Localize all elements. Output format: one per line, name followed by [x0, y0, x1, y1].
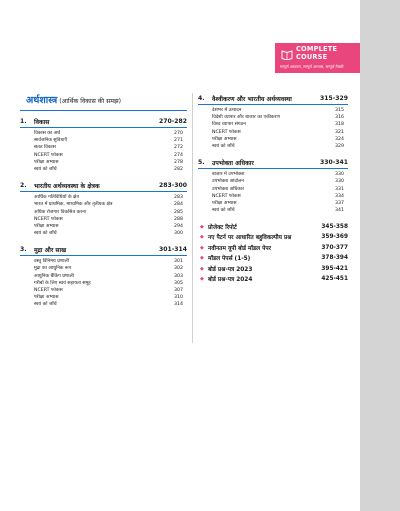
chapter-number: 1. — [20, 117, 27, 125]
topic-title: स्वयं को जाँचें — [34, 231, 57, 237]
extra-title: बोर्ड प्रश्न-पत्र 2024 — [208, 277, 253, 283]
topic-row[interactable] — [198, 121, 348, 128]
chapter-pages: 301-314 — [159, 245, 187, 253]
topic-title: विश्व व्यापार संगठन — [212, 122, 246, 128]
topic-title: विकास का अर्थ — [34, 131, 61, 136]
contents-left-column — [20, 93, 187, 316]
topic-row[interactable] — [20, 301, 187, 308]
topic-row[interactable] — [20, 287, 187, 294]
extra-title: प्रोजेक्ट रिपोर्ट — [208, 224, 237, 231]
topic-row[interactable] — [20, 209, 187, 216]
topic-row[interactable] — [198, 129, 348, 136]
chapter-rule — [20, 127, 187, 128]
extra-title: बोर्ड प्रश्न-पत्र 2023 — [208, 266, 253, 273]
diamond-bullet-icon: ◆ — [200, 223, 204, 230]
topic-page: 271 — [174, 138, 183, 144]
topic-title: आधुनिक बैंकिंग प्रणाली — [34, 273, 74, 279]
topic-page: 274 — [174, 152, 183, 158]
page-edge-strip — [360, 0, 400, 511]
book-icon — [281, 49, 293, 60]
topic-title: परीक्षा अभ्यास — [212, 136, 237, 142]
chapter-pages: 315-329 — [320, 94, 348, 102]
topic-title: सतत विकास — [34, 145, 56, 151]
chapter-entry — [20, 180, 187, 237]
subject-title: अर्थशास्त्र — [26, 95, 58, 106]
extra-title: नवीनतम यूपी बोर्ड मॉडल पेपर — [208, 245, 272, 252]
extra-title: नए पैटर्न पर आधारित बहुविकल्पीय प्रश्न — [208, 235, 292, 241]
topic-page: 278 — [174, 159, 183, 165]
topic-page: 334 — [335, 193, 344, 199]
diamond-bullet-icon: ◆ — [200, 244, 204, 251]
topic-title: अधिक रोजगार विकसित करना — [34, 209, 86, 215]
topic-row[interactable] — [198, 178, 348, 185]
topic-page: 294 — [174, 223, 183, 229]
extra-entry[interactable] — [198, 232, 348, 243]
topic-page: 330 — [335, 172, 344, 178]
topic-title: स्वयं को जाँचें — [34, 302, 57, 308]
extra-entry[interactable] — [198, 253, 348, 264]
topic-title: देशभर में उत्पादन — [212, 108, 242, 113]
brand-line-2: COURSE — [296, 53, 328, 61]
extras-list — [198, 221, 348, 284]
topic-page: 310 — [174, 295, 183, 301]
chapter-heading[interactable] — [198, 157, 348, 167]
topic-page: 305 — [174, 280, 183, 286]
chapter-entry — [20, 116, 187, 173]
extra-pages: 395-421 — [321, 265, 348, 272]
topic-page: 285 — [174, 209, 183, 215]
topic-title: स्वयं को जाँचें — [212, 208, 235, 214]
topic-row[interactable] — [20, 137, 187, 144]
chapter-heading[interactable] — [198, 93, 348, 103]
topic-title: स्वयं को जाँचें — [34, 166, 57, 172]
topic-title: NCERT फोकस — [212, 193, 241, 199]
topic-title: NCERT फोकस — [34, 288, 63, 293]
extra-title: मॉडल पेपर्स (1-5) — [208, 256, 251, 262]
topic-page: 324 — [335, 136, 344, 142]
topic-title: परीक्षा अभ्यास — [34, 223, 59, 229]
topic-title: स्वयं को जाँचें — [212, 143, 235, 149]
topic-row[interactable] — [20, 280, 187, 287]
chapter-pages: 330-341 — [320, 158, 348, 166]
extra-entry[interactable] — [198, 274, 348, 285]
topic-page: 330 — [335, 179, 344, 185]
topic-page: 301 — [174, 259, 183, 265]
topic-row[interactable] — [198, 114, 348, 121]
chapter-title: विकास — [34, 118, 50, 126]
topic-row[interactable] — [20, 194, 187, 201]
extra-pages: 359-369 — [321, 234, 348, 240]
topic-title: NCERT फोकस — [34, 216, 63, 222]
topic-title: NCERT फोकस — [34, 152, 63, 158]
topic-page: 270 — [174, 131, 183, 136]
topic-row[interactable] — [198, 207, 348, 214]
topic-title: आर्थिक गतिविधियों के क्षेत्र — [34, 195, 79, 201]
extra-pages: 378-394 — [321, 255, 348, 261]
topic-page: 329 — [335, 143, 344, 149]
diamond-bullet-icon: ◆ — [200, 265, 204, 272]
chapter-rule — [20, 255, 187, 256]
chapter-title: उपभोक्ता अधिकार — [212, 159, 254, 167]
topic-title: मुद्रा का आधुनिक रूप — [34, 266, 72, 272]
chapter-number: 3. — [20, 245, 27, 253]
diamond-bullet-icon: ◆ — [200, 234, 204, 240]
topic-title: उपभोक्ता आंदोलन — [212, 179, 244, 185]
extra-pages: 345-358 — [321, 223, 348, 230]
topic-page: 302 — [174, 266, 183, 272]
topic-page: 315 — [335, 108, 344, 113]
topic-page: 337 — [335, 200, 344, 206]
extra-entry[interactable] — [198, 242, 348, 253]
topic-title: बाजार में उपभोक्ता — [212, 172, 245, 178]
topic-page: 314 — [174, 302, 183, 308]
extra-pages: 425-451 — [321, 276, 348, 282]
topic-row[interactable] — [198, 136, 348, 143]
topic-row[interactable] — [20, 130, 187, 137]
topic-row[interactable] — [20, 223, 187, 230]
topic-page: 318 — [335, 122, 344, 128]
chapter-rule — [20, 191, 187, 192]
extra-entry[interactable] — [198, 263, 348, 274]
subject-heading — [26, 93, 187, 106]
topic-row[interactable] — [20, 216, 187, 223]
topic-row[interactable] — [20, 258, 187, 265]
left-chapter-list — [20, 116, 187, 309]
heading-rule — [20, 110, 187, 111]
topic-row[interactable] — [198, 171, 348, 178]
topic-title: परीक्षा अभ्यास — [212, 200, 237, 206]
complete-course-logo — [275, 43, 360, 73]
topic-title: भारत में प्राथमिक, माध्यमिक और तृतीयक क्षेत्र — [34, 202, 113, 208]
topic-page: 283 — [174, 195, 183, 201]
topic-page: 316 — [335, 115, 344, 121]
topic-page: 284 — [174, 202, 183, 208]
chapter-entry — [198, 157, 348, 214]
chapter-title: भारतीय अर्थव्यवस्था के क्षेत्रक — [34, 182, 100, 190]
extra-entry[interactable] — [198, 221, 348, 232]
chapter-pages: 270-282 — [159, 117, 187, 125]
chapter-number: 5. — [198, 158, 205, 166]
topic-row[interactable] — [198, 193, 348, 200]
chapter-number: 4. — [198, 94, 205, 102]
chapter-number: 2. — [20, 181, 27, 189]
topic-title: वस्तु विनिमय प्रणाली — [34, 259, 69, 265]
chapter-heading[interactable] — [20, 180, 187, 190]
chapter-pages: 283-300 — [159, 181, 187, 189]
topic-page: 331 — [335, 186, 344, 192]
topic-row[interactable] — [198, 200, 348, 207]
topic-row[interactable] — [20, 230, 187, 237]
chapter-entry — [198, 93, 348, 150]
topic-row[interactable] — [20, 265, 187, 272]
topic-row[interactable] — [20, 294, 187, 301]
topic-page: 272 — [174, 145, 183, 151]
topic-title: उपभोक्ता अधिकार — [212, 186, 245, 192]
column-divider — [192, 93, 193, 343]
topic-row[interactable] — [20, 159, 187, 166]
chapter-heading[interactable] — [20, 244, 187, 254]
topic-title: परीक्षा अभ्यास — [34, 159, 59, 165]
topic-row[interactable] — [198, 186, 348, 193]
diamond-bullet-icon: ◆ — [200, 276, 204, 282]
chapter-entry — [20, 244, 187, 308]
topic-title: सार्वजनिक सुविधाएँ — [34, 138, 68, 144]
topic-page: 303 — [174, 273, 183, 279]
diamond-bullet-icon: ◆ — [200, 255, 204, 261]
topic-page: 288 — [174, 216, 183, 222]
extra-pages: 370-377 — [321, 244, 348, 251]
chapter-rule — [198, 104, 348, 105]
topic-row[interactable] — [20, 201, 187, 208]
topic-row[interactable] — [20, 144, 187, 151]
topic-page: 282 — [174, 166, 183, 172]
subject-subtitle: (आर्थिक विकास की समझ) — [59, 98, 122, 105]
topic-page: 300 — [174, 231, 183, 237]
topic-title: विदेशी व्यापार और बाजार का एकीकरण — [212, 115, 280, 121]
brand-line-1: COMPLETE — [296, 45, 338, 53]
chapter-title: मुद्रा और साख — [34, 246, 67, 254]
topic-page: 307 — [174, 288, 183, 293]
topic-row[interactable] — [20, 166, 187, 173]
brand-tagline: सम्पूर्ण अध्ययन, सम्पूर्ण अभ्यास, सम्पूर्ण तैयारी — [280, 64, 344, 69]
topic-title: गरीबों के लिए स्वयं सहायता समूह — [34, 280, 91, 286]
topic-title: परीक्षा अभ्यास — [34, 295, 59, 301]
topic-row[interactable] — [20, 273, 187, 280]
topic-page: 341 — [335, 208, 344, 214]
contents-right-column — [198, 93, 348, 284]
topic-title: NCERT फोकस — [212, 129, 241, 135]
topic-row[interactable] — [198, 143, 348, 150]
topic-row[interactable] — [20, 152, 187, 159]
topic-page: 321 — [335, 129, 344, 135]
right-chapter-list — [198, 93, 348, 214]
topic-row[interactable] — [198, 107, 348, 114]
chapter-title: वैश्वीकरण और भारतीय अर्थव्यवस्था — [212, 95, 292, 103]
chapter-heading[interactable] — [20, 116, 187, 126]
chapter-rule — [198, 168, 348, 169]
